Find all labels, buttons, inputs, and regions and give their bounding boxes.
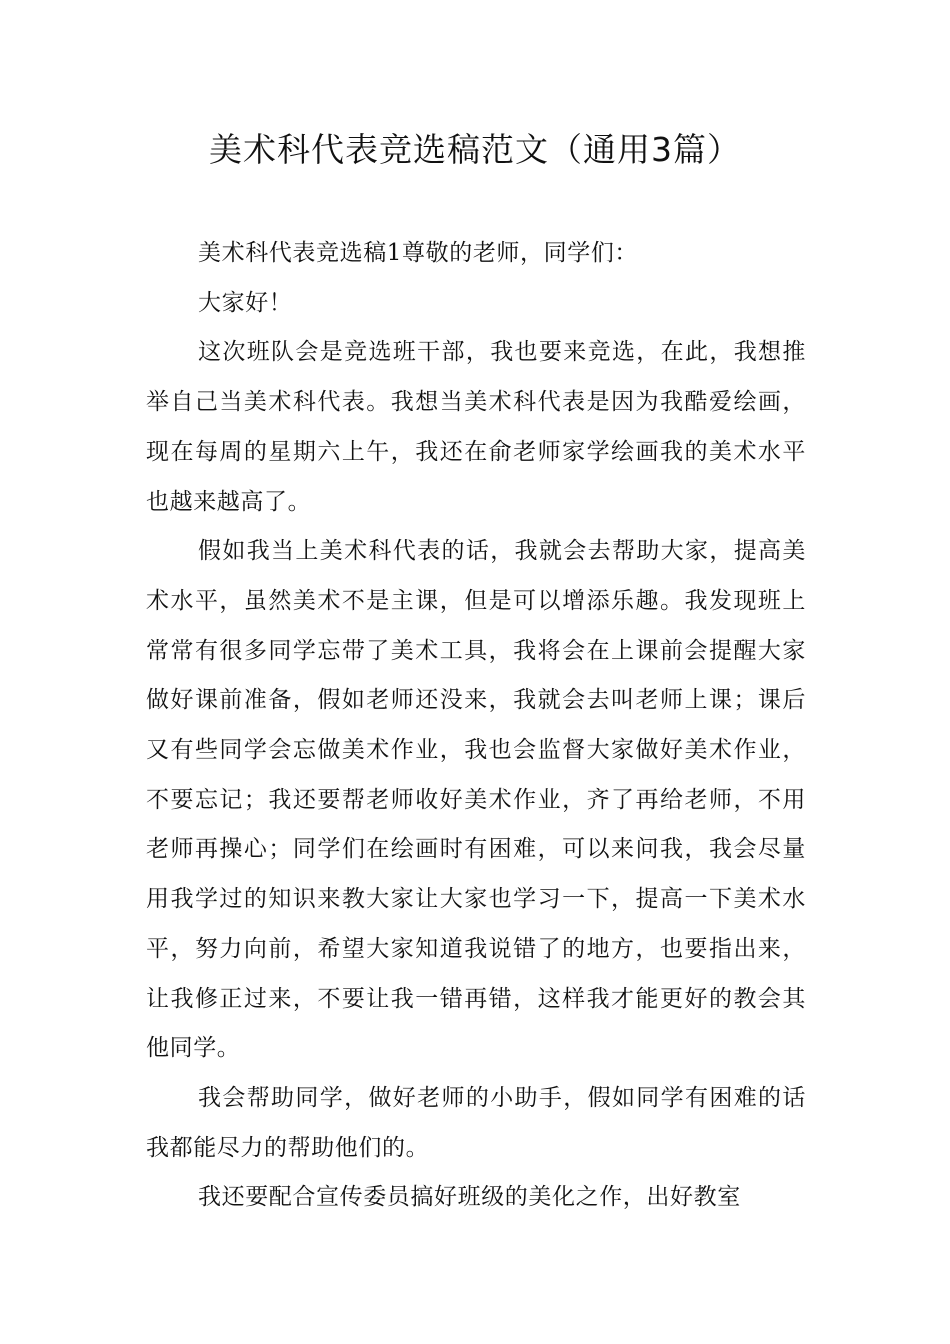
document-title: 美术科代表竞选稿范文（通用3篇） xyxy=(209,130,741,169)
paragraph-intro: 这次班队会是竞选班干部，我也要来竞选，在此，我想推举自己当美术科代表。我想当美术科代表是因为我酷爱绘画，现在每周的星期六上午，我还在俞老师家学绘画我的美术水平也越来越高了。 xyxy=(146,339,806,515)
paragraph-plans: 假如我当上美术科代表的话，我就会去帮助大家，提高美术水平，虽然美术不是主课，但是可以增添乐趣。我发现班上常常有很多同学忘带了美术工具，我将会在上课前会提醒大家做好课前准备，假如老师还没来，我就会去叫老师上课；课后又有些同学会忘做美术作业，我也会监督大家做好美术作业，不要忘记；我还要帮老师收好美术作业，齐了再给老师，不用老师再操心；同学们在绘画时有困难，可以来问我，我会尽量用我学过的知识来教大家让大家也学习一下，提高一下美术水平，努力向前，希望大家知道我说错了的地方，也要指出来，让我修正过来，不要让我一错再错，这样我才能更好的教会其他同学。 xyxy=(146,538,806,1062)
paragraph-help: 我会帮助同学，做好老师的小助手，假如同学有困难的话我都能尽力的帮助他们的。 xyxy=(146,1084,806,1161)
paragraph-decoration: 我还要配合宣传委员搞好班级的美化之作，出好教室 xyxy=(198,1184,741,1211)
paragraph-greeting: 美术科代表竞选稿1尊敬的老师，同学们： xyxy=(198,240,639,266)
document-body xyxy=(146,229,806,1223)
paragraph-hello: 大家好！ xyxy=(198,289,293,316)
